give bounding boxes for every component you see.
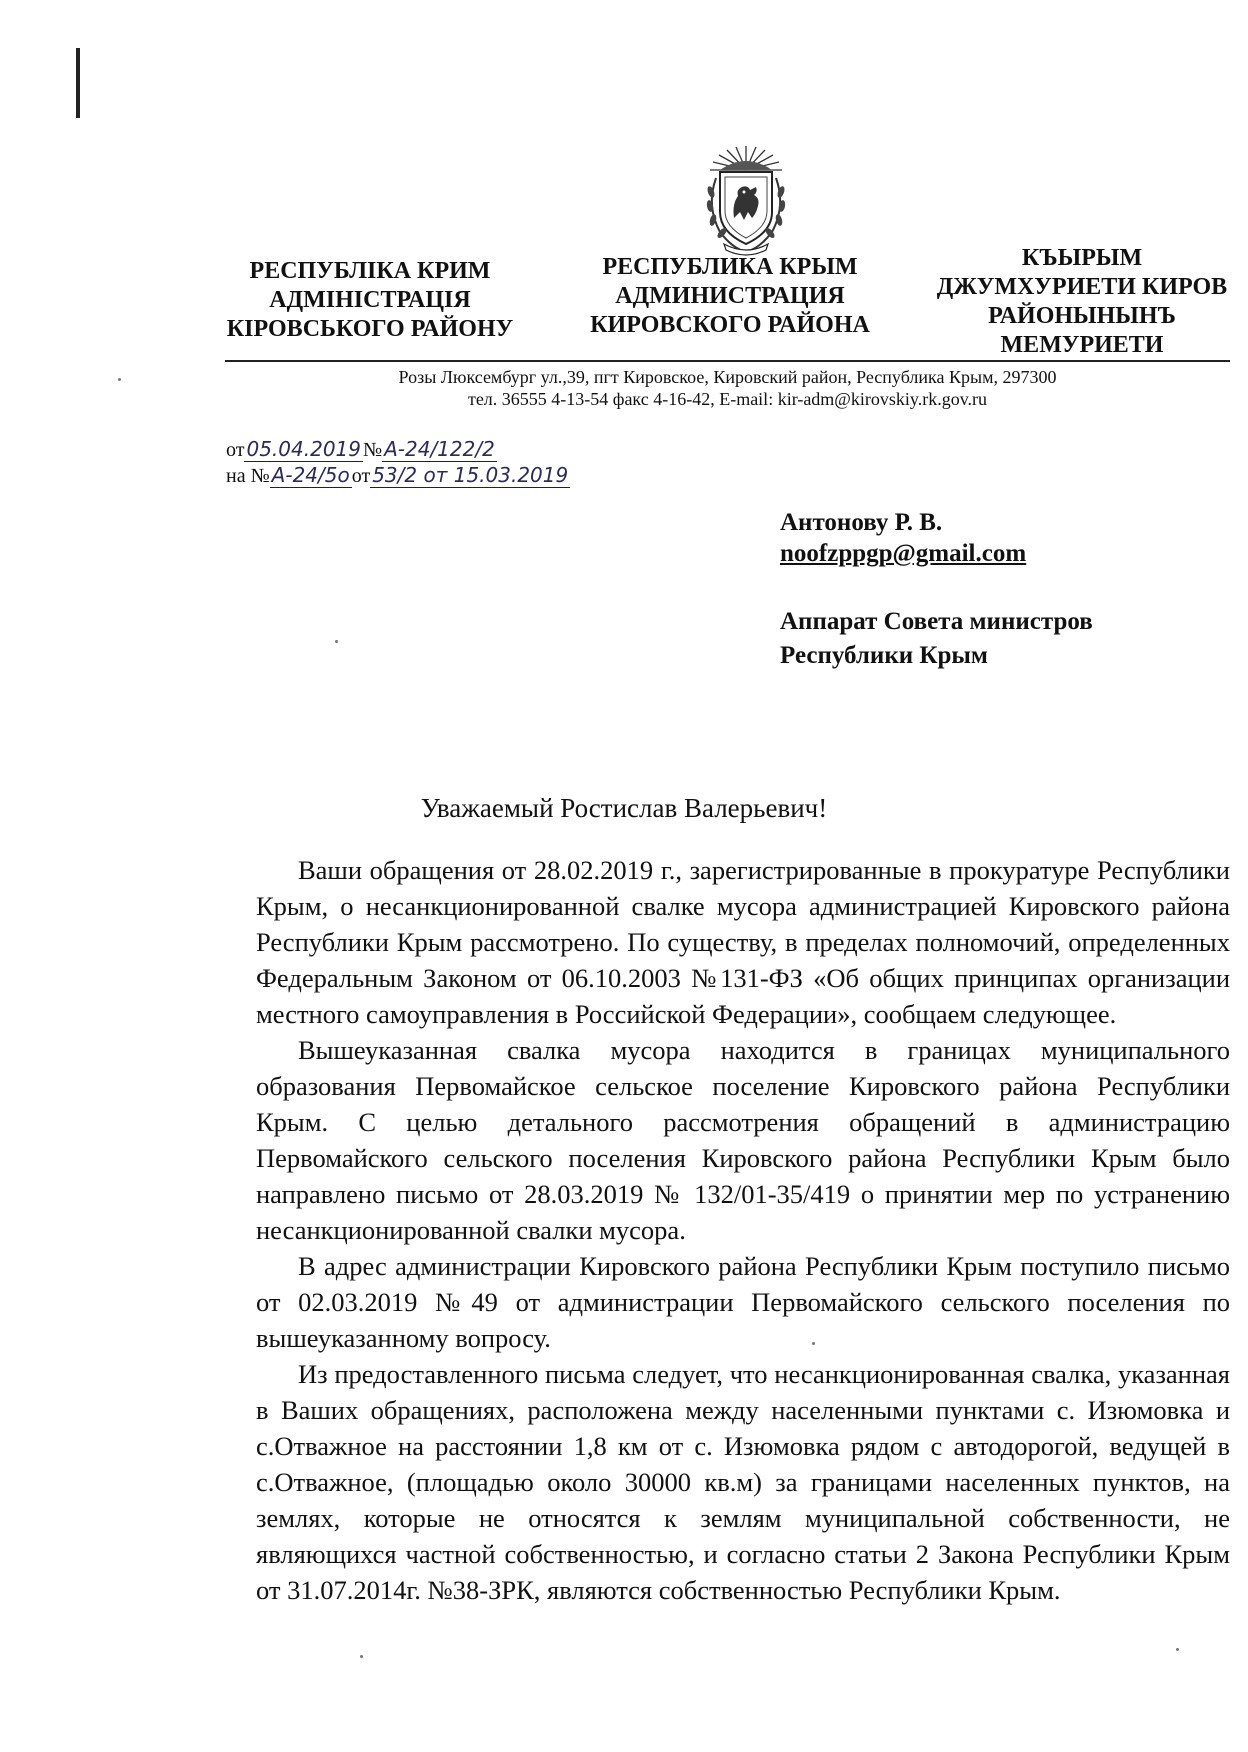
scan-dot <box>118 378 121 381</box>
scan-mark <box>76 48 80 118</box>
recipient-name: Антонову Р. В. <box>780 509 943 536</box>
header-line: КІРОВСЬКОГО РАЙОНУ <box>226 316 514 342</box>
handwritten-number: А-24/122/2 <box>384 437 495 461</box>
header-line: АДМІНІСТРАЦІЯ <box>269 287 471 313</box>
to-number-label: на № <box>226 465 270 487</box>
body-paragraph: Вышеуказанная свалка мусора находится в границах муниципального образования Первомайское сельское поселение Кировского района Республики Крым. С целью детального рассмотрения обращений в администрацию Первомайского сельского поселения Кировского района Республики Крым было направлено письмо от 28.03.2019 № 132/01-35/419 о принятии мер по устранению несанкционированной свалки мусора. <box>256 1035 1230 1245</box>
handwritten-incoming-number: А-24/5о <box>271 463 350 487</box>
from-label: от <box>226 439 245 461</box>
header-line: АДМИНИСТРАЦИЯ <box>615 283 845 309</box>
header-line: РЕСПУБЛИКА КРЫМ <box>602 254 858 280</box>
header-divider <box>225 360 1230 362</box>
body-paragraph: В адрес администрации Кировского района Республики Крым поступило письмо от 02.03.2019 №49 от администрации Первомайского сельского поселения по вышеуказанному вопросу. <box>256 1251 1230 1353</box>
letter-body <box>256 852 1230 1608</box>
header-address: Розы Люксембург ул.,39, пгт Кировское, Кировский район, Республика Крым, 297300 <box>398 367 1057 387</box>
header-russian <box>560 253 900 340</box>
coat-of-arms-emblem <box>686 140 806 262</box>
header-line: РАЙОНЫНЫНЪ <box>988 303 1176 329</box>
of-label: от <box>351 465 371 487</box>
header-line: РЕСПУБЛІКА КРИМ <box>249 258 491 284</box>
header-line: КИРОВСКОГО РАЙОНА <box>590 312 870 338</box>
salutation: Уважаемый Ростислав Валерьевич! <box>420 793 828 823</box>
body-paragraph: Из предоставленного письма следует, что несанкционированная свалка, указанная в Ваших обращениях, расположена между населенными пунктами с. Изюмовка и с.Отважное на расстоянии 1,8 км от с. Изюмовка рядом с автодорогой, ведущей в с.Отважное, (площадью около 30000 кв.м) за границами населенных пунктов, на землях, которые не относятся к землям муниципальной собственности, не являющихся частной собственностью, и согласно статьи 2 Закона Республики Крым от 31.07.2014г. №38-ЗРК, являются собственностью Республики Крым. <box>256 1359 1230 1605</box>
header-contacts: тел. 36555 4-13-54 факс 4-16-42, E-mail: kir-adm@kirovskiy.rk.gov.ru <box>467 389 988 409</box>
header-ukrainian <box>205 257 535 344</box>
header-line: КЪЫРЫМ <box>1021 245 1143 271</box>
scan-dot <box>335 640 338 643</box>
body-paragraph: Ваши обращения от 28.02.2019 г., зарегистрированные в прокуратуре Республики Крым, о несанкционированной свалке мусора администрацией Кировского района Республики Крым рассмотрено. По существу, в пределах полномочий, определенных Федеральным Законом от 06.10.2003 №131-ФЗ «Об общих принципах организации местного самоуправления в Российской Федерации», сообщаем следующее. <box>256 855 1230 1029</box>
scan-dot <box>1176 1648 1179 1651</box>
number-label: № <box>363 439 383 461</box>
handwritten-date: 05.04.2019 <box>246 437 361 461</box>
incoming-reference <box>226 464 570 487</box>
outgoing-reference <box>226 438 497 461</box>
header-crimean-tatar <box>932 244 1232 360</box>
recipient-email: noofzppgp@gmail.com <box>780 540 1027 567</box>
recipient-organization: Республики Крым <box>780 642 988 669</box>
recipient-organization: Аппарат Совета министров <box>780 608 1093 635</box>
header-line: ДЖУМХУРИЕТИ КИРОВ <box>936 274 1228 300</box>
handwritten-incoming-date: 53/2 от 15.03.2019 <box>372 463 569 487</box>
header-line: МЕМУРИЕТИ <box>1000 332 1164 358</box>
scan-dot <box>360 1655 363 1658</box>
